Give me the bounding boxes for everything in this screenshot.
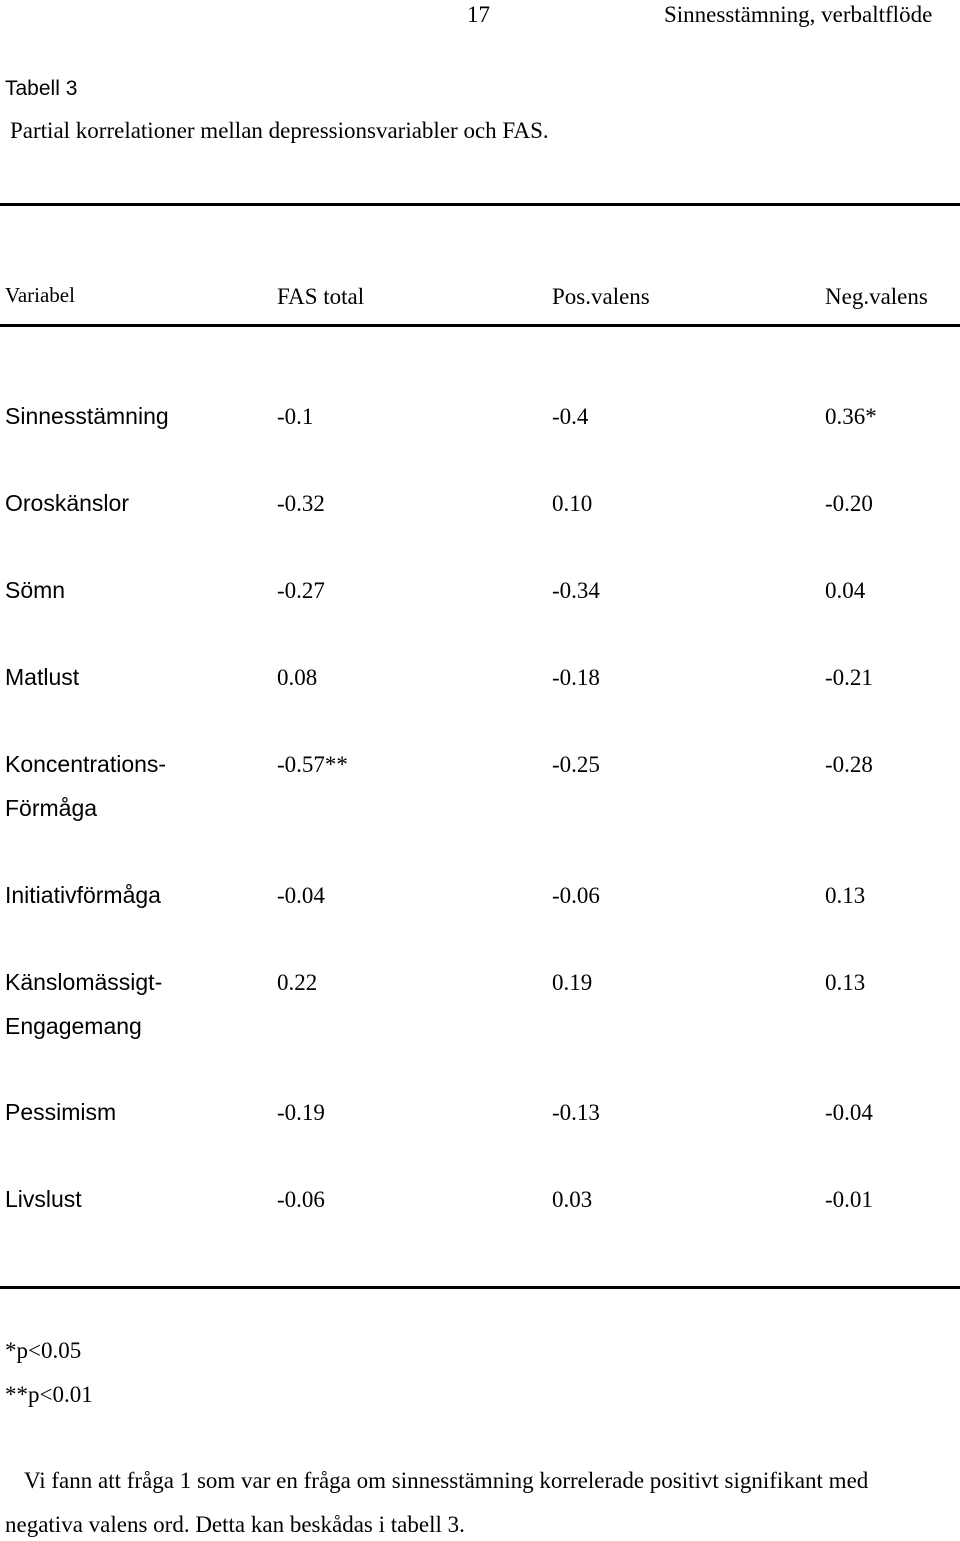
- variable-cell: Känslomässigt-: [5, 969, 163, 995]
- table-bottom-rule: [0, 1286, 960, 1289]
- variable-cell: Matlust: [5, 664, 80, 690]
- variable-cell: Pessimism: [5, 1099, 117, 1125]
- running-title: Sinnesstämning, verbaltflöde: [664, 2, 933, 27]
- table-caption: Partial korrelationer mellan depressionsvariabler och FAS.: [10, 118, 549, 143]
- col-header-variabel: Variabel: [5, 283, 75, 307]
- fas-total-cell: 0.08: [277, 665, 318, 690]
- pos-valens-cell: -0.18: [552, 665, 600, 690]
- pos-valens-cell: -0.06: [552, 883, 600, 908]
- neg-valens-cell: -0.04: [825, 1100, 873, 1125]
- fas-total-cell: -0.57**: [277, 752, 348, 777]
- note-significance-01: **p<0.01: [5, 1382, 93, 1407]
- fas-total-cell: -0.27: [277, 578, 325, 603]
- variable-cell-line2: Förmåga: [5, 795, 98, 821]
- table-top-rule: [0, 203, 960, 206]
- page-number: 17: [467, 2, 490, 27]
- fas-total-cell: -0.19: [277, 1100, 325, 1125]
- col-header-pos-valens: Pos.valens: [552, 284, 650, 309]
- neg-valens-cell: -0.28: [825, 752, 873, 777]
- fas-total-cell: -0.06: [277, 1187, 325, 1212]
- paragraph-line-1: Vi fann att fråga 1 som var en fråga om sinnesstämning korrelerade positivt signifikant med: [24, 1468, 869, 1493]
- paragraph-line-2: negativa valens ord. Detta kan beskådas i tabell 3.: [5, 1512, 465, 1537]
- fas-total-cell: -0.04: [277, 883, 325, 908]
- col-header-neg-valens: Neg.valens: [825, 284, 928, 309]
- variable-cell: Livslust: [5, 1186, 82, 1212]
- neg-valens-cell: -0.01: [825, 1187, 873, 1212]
- table-header-rule: [0, 324, 960, 327]
- pos-valens-cell: 0.03: [552, 1187, 593, 1212]
- pos-valens-cell: -0.25: [552, 752, 600, 777]
- neg-valens-cell: -0.21: [825, 665, 873, 690]
- variable-cell: Initiativförmåga: [5, 882, 161, 908]
- table-label: Tabell 3: [5, 77, 78, 100]
- neg-valens-cell: -0.20: [825, 491, 873, 516]
- fas-total-cell: 0.22: [277, 970, 318, 995]
- pos-valens-cell: 0.10: [552, 491, 593, 516]
- variable-cell: Oroskänslor: [5, 490, 129, 516]
- pos-valens-cell: -0.13: [552, 1100, 600, 1125]
- variable-cell: Koncentrations-: [5, 751, 167, 777]
- pos-valens-cell: 0.19: [552, 970, 593, 995]
- col-header-fas-total: FAS total: [277, 284, 365, 309]
- variable-cell: Sömn: [5, 577, 66, 603]
- variable-cell-line2: Engagemang: [5, 1013, 142, 1039]
- neg-valens-cell: 0.13: [825, 970, 866, 995]
- neg-valens-cell: 0.36*: [825, 404, 877, 429]
- neg-valens-cell: 0.13: [825, 883, 866, 908]
- fas-total-cell: -0.1: [277, 404, 314, 429]
- pos-valens-cell: -0.34: [552, 578, 600, 603]
- variable-cell: Sinnesstämning: [5, 403, 169, 429]
- neg-valens-cell: 0.04: [825, 578, 866, 603]
- fas-total-cell: -0.32: [277, 491, 325, 516]
- pos-valens-cell: -0.4: [552, 404, 589, 429]
- note-significance-05: *p<0.05: [5, 1338, 82, 1363]
